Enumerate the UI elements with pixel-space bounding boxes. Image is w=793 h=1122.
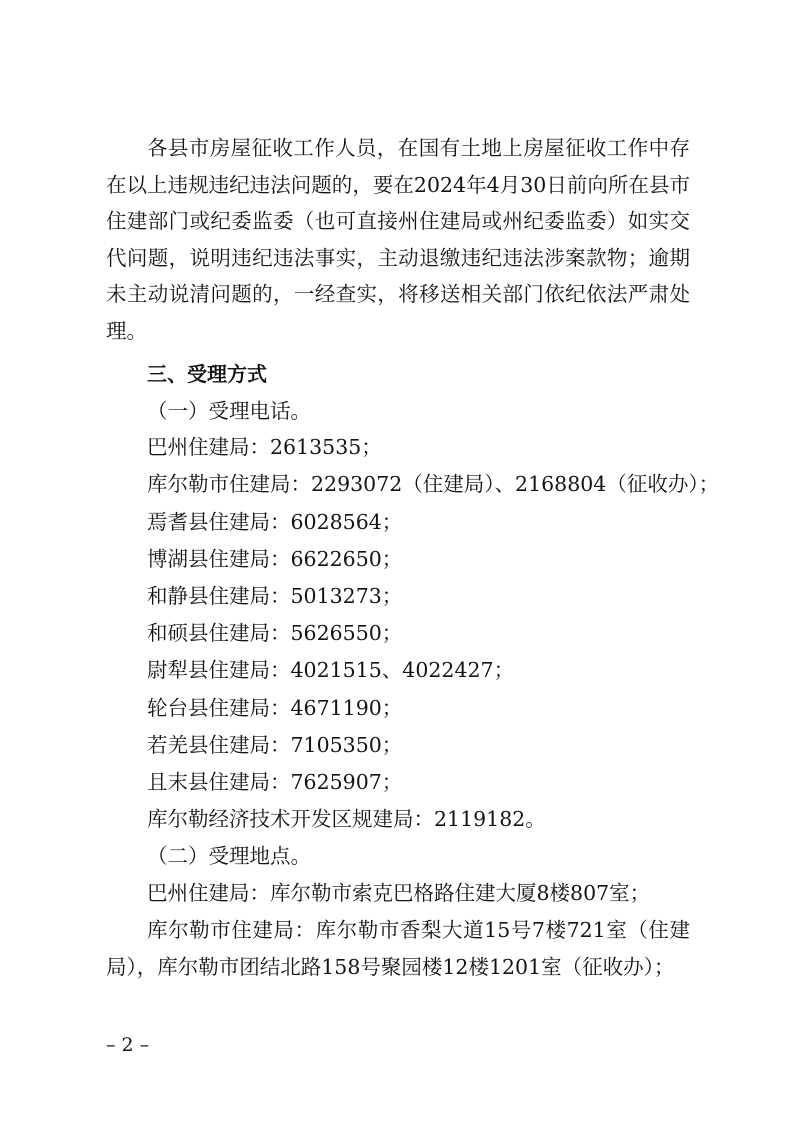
phone-line: 和硕县住建局：5626550； [147, 621, 403, 645]
phone-line: 库尔勒经济技术开发区规建局：2119182。 [147, 807, 546, 831]
phone-line: 且末县住建局：7625907； [147, 770, 403, 794]
phone-line: 巴州住建局：2613535； [147, 435, 382, 459]
phone-line: 博湖县住建局：6622650； [147, 547, 403, 571]
place-line-bazhou: 巴州住建局：库尔勒市索克巴格路住建大厦8楼807室； [147, 881, 651, 905]
sub-heading-phone: （一）受理电话。 [147, 399, 311, 423]
phone-line: 尉犁县住建局：4021515、4022427； [147, 658, 515, 682]
phone-line: 轮台县住建局：4671190； [147, 696, 403, 720]
phone-line: 和静县住建局：5013273； [147, 584, 403, 608]
page-number: – 2 – [106, 1034, 150, 1056]
sub-heading-place: （二）受理地点。 [147, 844, 311, 868]
intro-paragraph: 各县市房屋征收工作人员，在国有土地上房屋征收工作中存在以上违规违纪违法问题的，要在2024年4月30日前向所在县市住建部门或纪委监委（也可直接州住建局或州纪委监委）如实交代问题，说明违纪违法事实，主动退缴违纪违法涉案款物；逾期未主动说清问题的，一经查实，将移送相关部门依纪依法严肃处理。 [106, 136, 690, 343]
phone-line: 若羌县住建局：7105350； [147, 733, 403, 757]
phone-line: 库尔勒市住建局：2293072（住建局）、2168804（征收办）； [147, 472, 720, 496]
section-3-heading: 三、受理方式 [147, 362, 267, 386]
place-paragraph-korla: 库尔勒市住建局：库尔勒市香梨大道15号7楼721室（住建局），库尔勒市团结北路158号聚园楼12楼1201室（征收办）； [106, 918, 690, 979]
phone-line: 焉耆县住建局：6028564； [147, 510, 403, 534]
